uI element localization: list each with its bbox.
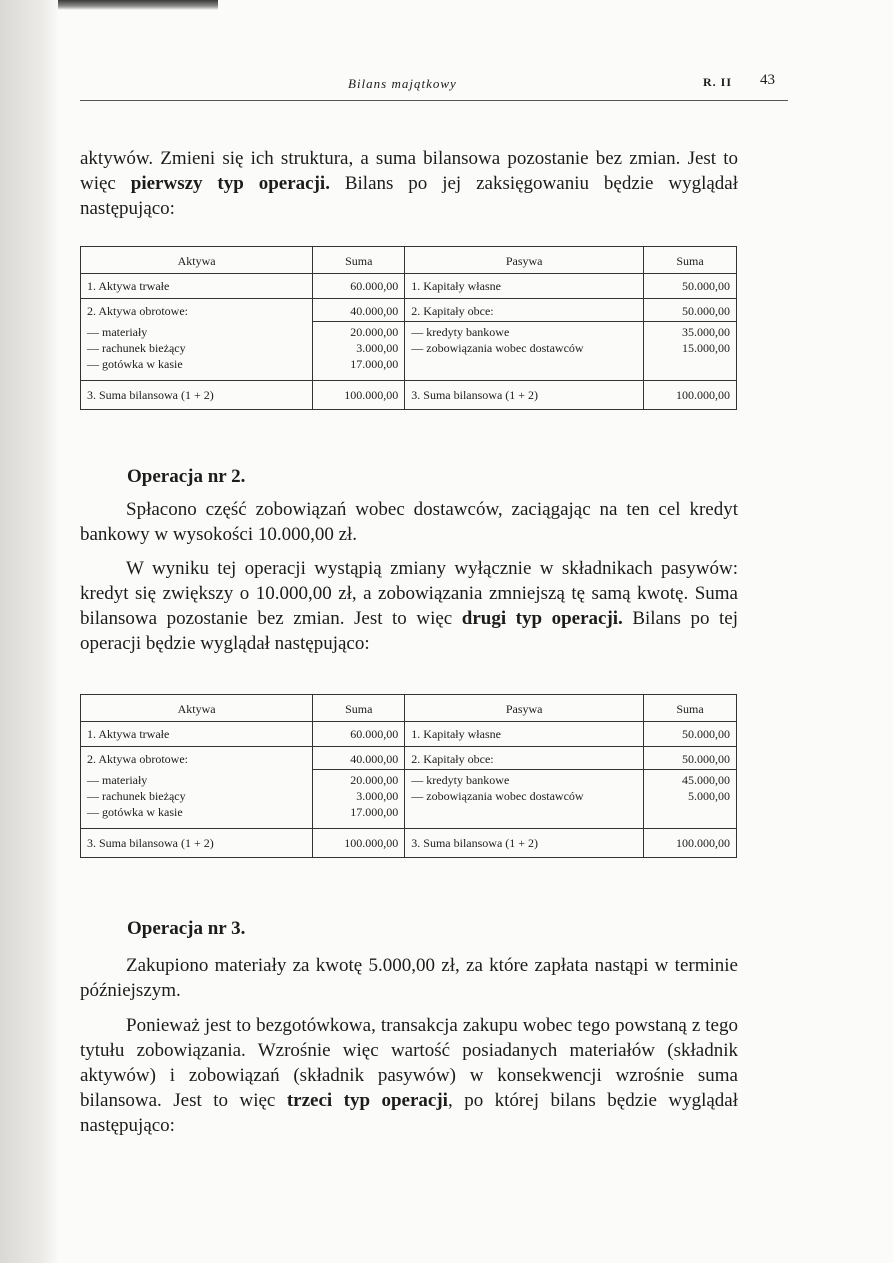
cell-value: 60.000,00	[313, 722, 405, 747]
paragraph-text: aktywów. Zmieni się ich struktura, a suma bilansowa pozostanie bez zmian. Jest to więc	[80, 148, 738, 194]
col-header-suma: Suma	[313, 695, 405, 722]
section-heading: Operacja nr 3.	[127, 918, 246, 939]
cell-pasywa: 2. Kapitały obce:	[405, 747, 644, 770]
detail-item: — kredyty bankowe	[411, 773, 510, 787]
detail-item: — zobowiązania wobec dostawców	[411, 341, 584, 355]
cell-pasywa-total: 3. Suma bilansowa (1 + 2)	[405, 829, 644, 858]
detail-value: 35.000,00	[682, 325, 730, 339]
section-heading: Operacja nr 2.	[127, 466, 246, 487]
cell-value-details	[644, 770, 737, 829]
col-header-suma: Suma	[313, 247, 405, 274]
cell-aktywa-total: 3. Suma bilansowa (1 + 2)	[81, 381, 313, 410]
detail-item: — rachunek bieżący	[87, 788, 186, 803]
table-total-row	[81, 829, 737, 858]
table-header-row	[81, 695, 737, 722]
col-header-aktywa: Aktywa	[81, 247, 313, 274]
cell-value: 60.000,00	[313, 274, 405, 299]
detail-value: 15.000,00	[682, 341, 730, 355]
cell-aktywa: 2. Aktywa obrotowe:	[81, 299, 313, 322]
col-header-suma: Suma	[644, 247, 737, 274]
cell-value: 50.000,00	[644, 722, 737, 747]
detail-value: 17.000,00	[350, 805, 399, 819]
paragraph-text: W wyniku tej operacji wystąpią zmiany wyłącznie w składnikach pasywów: kredyt się zwiększy o 10.000,00 zł, a zobowiązania zmniejszą tę samą kwotę. Suma bilansowa pozostanie bez zmian. Jest to więc	[80, 558, 738, 629]
col-header-suma: Suma	[644, 695, 737, 722]
cell-value-details	[313, 770, 405, 829]
page-header	[80, 68, 788, 101]
paragraph	[80, 953, 738, 1003]
detail-item: — materiały	[87, 324, 148, 339]
cell-pasywa-details	[405, 322, 644, 381]
detail-value: 5.000,00	[688, 789, 730, 803]
cell-aktywa: 1. Aktywa trwałe	[81, 722, 313, 747]
detail-value: 3.000,00	[356, 789, 399, 803]
paragraph	[80, 556, 738, 656]
cell-aktywa-details	[81, 322, 313, 381]
cell-value: 40.000,00	[313, 299, 405, 322]
bold-term: pierwszy typ operacji.	[130, 173, 330, 194]
paragraph-text: Bilans po jej zaksięgowaniu będzie wyglądał następująco:	[80, 173, 739, 219]
cell-pasywa-total: 3. Suma bilansowa (1 + 2)	[405, 381, 644, 410]
table-header-row	[81, 247, 737, 274]
running-title: Bilans majątkowy	[348, 76, 457, 91]
table-row	[81, 747, 737, 770]
detail-item: — gotówka w kasie	[87, 804, 183, 819]
page-number: 43	[760, 72, 775, 88]
cell-value: 50.000,00	[644, 747, 737, 770]
col-header-aktywa: Aktywa	[81, 695, 313, 722]
cell-aktywa-total: 3. Suma bilansowa (1 + 2)	[81, 829, 313, 858]
table-row-details	[81, 322, 737, 381]
table-total-row	[81, 381, 737, 410]
detail-item: — rachunek bieżący	[87, 340, 186, 355]
cell-pasywa: 2. Kapitały obce:	[405, 299, 644, 322]
cell-value: 40.000,00	[313, 747, 405, 770]
table-row-details	[81, 770, 737, 829]
paragraph-text: Zakupiono materiały za kwotę 5.000,00 zł, za które zapłata nastąpi w terminie późniejszym.	[80, 955, 738, 1001]
cell-pasywa: 1. Kapitały własne	[405, 274, 644, 299]
col-header-pasywa: Pasywa	[405, 695, 644, 722]
balance-table-2	[80, 694, 737, 858]
table-row	[81, 274, 737, 299]
paragraph-text: Ponieważ jest to bezgotówkowa, transakcja zakupu wobec tego powstaną z tego tytułu zobowiązania. Wzrośnie więc wartość posiadanych materiałów (składnik aktywów) i zobowiązań (składnik pasywów) w konsekwencji wzrośnie suma bilansowa. Jest to więc	[80, 1015, 738, 1111]
cell-value: 100.000,00	[313, 381, 405, 410]
paragraph	[80, 1013, 738, 1138]
cell-aktywa: 1. Aktywa trwałe	[81, 274, 313, 299]
cell-value-details	[313, 322, 405, 381]
detail-item: — materiały	[87, 772, 148, 787]
detail-value: 17.000,00	[350, 357, 399, 371]
cell-pasywa-details	[405, 770, 644, 829]
cell-value: 100.000,00	[644, 829, 737, 858]
cell-pasywa: 1. Kapitały własne	[405, 722, 644, 747]
cell-aktywa: 2. Aktywa obrotowe:	[81, 747, 313, 770]
chapter-label: R. II	[703, 75, 733, 89]
detail-value: 20.000,00	[350, 773, 399, 787]
bold-term: trzeci typ operacji	[286, 1090, 448, 1111]
detail-value: 20.000,00	[350, 325, 399, 339]
paragraph-intro	[80, 146, 738, 221]
balance-table-1	[80, 246, 737, 410]
paragraph-text: , po której bilans będzie wyglądał następująco:	[80, 1090, 738, 1136]
cell-value: 100.000,00	[313, 829, 405, 858]
table-row	[81, 299, 737, 322]
cell-value: 50.000,00	[644, 274, 737, 299]
detail-value: 3.000,00	[356, 341, 399, 355]
page-binding-shadow	[0, 0, 60, 1263]
paragraph	[80, 497, 738, 547]
table-row	[81, 722, 737, 747]
cell-value: 50.000,00	[644, 299, 737, 322]
bold-term: drugi typ operacji.	[461, 608, 623, 629]
detail-item: — zobowiązania wobec dostawców	[411, 789, 584, 803]
scan-edge	[58, 0, 218, 10]
paragraph-text: Bilans po tej operacji będzie wyglądał następująco:	[80, 608, 738, 654]
cell-aktywa-details	[81, 770, 313, 829]
cell-value-details	[644, 322, 737, 381]
cell-value: 100.000,00	[644, 381, 737, 410]
detail-item: — kredyty bankowe	[411, 325, 510, 339]
col-header-pasywa: Pasywa	[405, 247, 644, 274]
detail-value: 45.000,00	[682, 773, 730, 787]
paragraph-text: Spłacono część zobowiązań wobec dostawców, zaciągając na ten cel kredyt bankowy w wysokości 10.000,00 zł.	[80, 499, 738, 545]
detail-item: — gotówka w kasie	[87, 356, 183, 371]
